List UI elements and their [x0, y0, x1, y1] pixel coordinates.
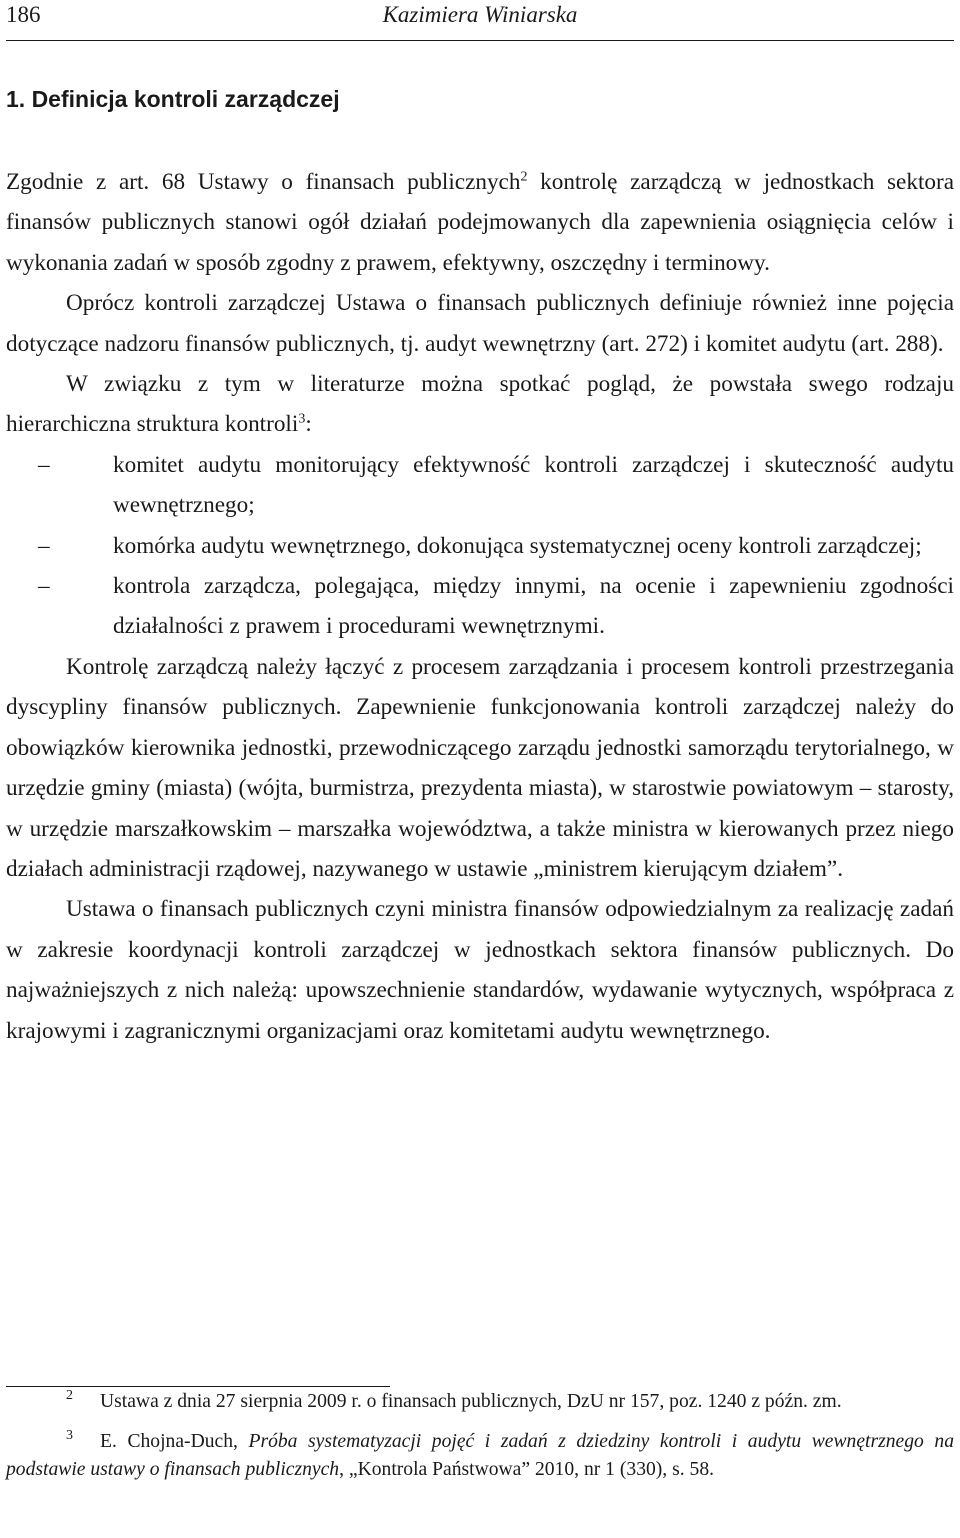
hierarchy-list: [6, 445, 954, 647]
body-text: [6, 162, 954, 1051]
page-header: [6, 0, 954, 34]
list-item: [6, 445, 954, 526]
paragraph-3: [6, 364, 954, 445]
list-item-text: kontrola zarządcza, polegająca, między innymi, na ocenie i zapewnieniu zgodności działalności z prawem i procedurami wewnętrznymi.: [113, 573, 954, 640]
section-heading: 1. Definicja kontroli zarządczej: [6, 86, 340, 112]
running-head: Kazimiera Winiarska: [382, 2, 578, 27]
dash-bullet: –: [38, 451, 50, 478]
paragraph-1-text-a: Zgodnie z art. 68 Ustawy o finansach publicznych: [6, 169, 521, 195]
list-item-text: komitet audytu monitorujący efektywność kontroli zarządczej i skuteczność audytu wewnętrznego;: [113, 451, 954, 519]
footnotes: [6, 1388, 954, 1484]
paragraph-1: [6, 162, 954, 283]
dash-bullet: –: [38, 532, 50, 559]
paragraph-3-text-b: :: [305, 411, 312, 438]
footnote-3: 3 E. Chojna-Duch, Próba systematyzacji pojęć i zadań z dziedziny kontroli i audytu wewnętrznego na podstawie ustawy o finansach publicznych, „Kontrola Państwowa” 2010, nr 1 (330), s. 58.: [6, 1428, 954, 1480]
footnote-title: Próba systematyzacji pojęć i zadań z dziedziny kontroli i audytu wewnętrznego na podstawie ustawy o finansach publicznych: [6, 1431, 954, 1480]
paragraph-2: Oprócz kontroli zarządczej Ustawa o finansach publicznych definiuje również inne pojęcia dotyczące nadzoru finansów publicznych, tj. audyt wewnętrzny (art. 272) i komitet audytu (art. 288).: [6, 290, 954, 357]
paragraph-5: Ustawa o finansach publicznych czyni ministra finansów odpowiedzialnym za realizację zadań w zakresie koordynacji kontroli zarządczej w jednostkach sektora finansów publicznych. Do najważniejszych z nich należą: upowszechnienie standardów, wydawanie wytycznych, współpraca z krajowymi i zagranicznymi organizacjami oraz komitetami audytu wewnętrznego.: [6, 896, 954, 1044]
footnote-rest: , „Kontrola Państwowa” 2010, nr 1 (330), s. 58.: [339, 1459, 715, 1480]
footnote-2: 2 Ustawa z dnia 27 sierpnia 2009 r. o finansach publicznych, DzU nr 157, poz. 1240 z późn. zm.: [66, 1388, 842, 1412]
list-item: [6, 526, 954, 566]
footnote-rule: [6, 1386, 390, 1387]
list-item: [6, 566, 954, 647]
paragraph-4: Kontrolę zarządczą należy łączyć z procesem zarządzania i procesem kontroli przestrzegania dyscypliny finansów publicznych. Zapewnienie funkcjonowania kontroli zarządczej należy do obowiązków kierownika jednostki, przewodniczącego zarządu jednostki samorządu terytorialnego, w urzędzie gminy (miasta) (wójta, burmistrza, prezydenta miasta), w starostwie powiatowym – starosty, w urzędzie marszałkowskim – marszałka województwa, a także ministra w kierowanych przez niego działach administracji rządowej, nazywanego w ustawie „ministrem kierującym działem”.: [6, 653, 954, 882]
footnote-author: E. Chojna-Duch,: [100, 1431, 249, 1452]
header-rule: [6, 40, 954, 41]
footnote-ref-2: 2: [520, 169, 528, 185]
footnote-text: Ustawa z dnia 27 sierpnia 2009 r. o finansach publicznych, DzU nr 157, poz. 1240 z późn. zm.: [100, 1391, 842, 1412]
list-item-text: komórka audytu wewnętrznego, dokonująca systematycznej oceny kontroli zarządczej;: [113, 532, 922, 559]
paragraph-3-text-a: W związku z tym w literaturze można spotkać pogląd, że powstała swego rodzaju hierarchiczna struktura kontroli: [6, 371, 954, 438]
footnote-ref-3: 3: [298, 411, 306, 427]
page-number: 186: [6, 2, 41, 27]
paragraph-1-text-b: kontrolę zarządczą w jednostkach sektora finansów publicznych stanowi ogół działań podejmowanych dla zapewnienia osiągnięcia celów i wykonania zadań w sposób zgodny z prawem, efektywny, oszczędny i terminowy.: [6, 169, 954, 276]
dash-bullet: –: [38, 573, 50, 600]
